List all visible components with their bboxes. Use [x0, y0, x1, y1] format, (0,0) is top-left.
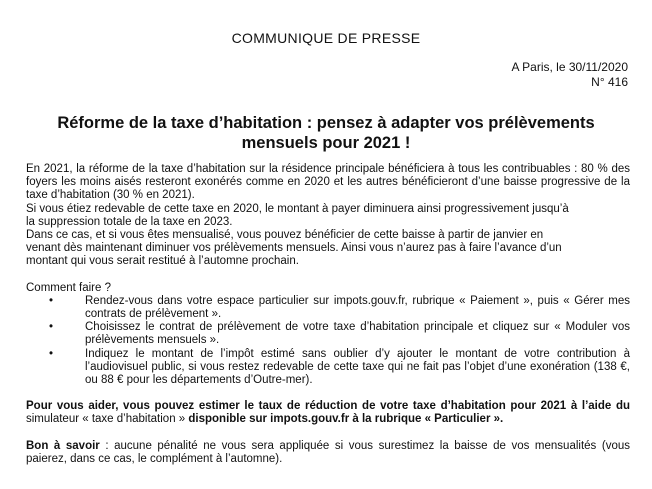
- good-to-know-label: Bon à savoir: [26, 439, 100, 452]
- document-meta: [511, 60, 628, 90]
- good-to-know-text: : aucune pénalité ne vous sera appliquée si vous surestimez la baisse de vos mensualités (vous paierez, dans ce cas, le complément à l’automne).: [26, 439, 630, 465]
- good-to-know-paragraph: [26, 440, 630, 466]
- list-item: • Rendez-vous dans votre espace particulier sur impots.gouv.fr, rubrique « Paiement », puis « Gérer mes contrats de prélèvement ».: [85, 295, 630, 321]
- paragraph-progressive-line-2: la suppression totale de la taxe en 2023.: [26, 215, 233, 228]
- title-line-1: Réforme de la taxe d’habitation : pensez à adapter vos prélèvements: [57, 114, 595, 132]
- help-bold-1: Pour vous aider, vous pouvez estimer le taux de réduction de votre taxe d’habitation pour 2021 à l’aide du: [26, 400, 630, 413]
- list-item: • Choisissez le contrat de prélèvement de votre taxe d’habitation principale et cliquez sur « Moduler vos prélèvements mensuels ».: [85, 321, 630, 347]
- place-date: A Paris, le 30/11/2020: [511, 60, 628, 74]
- document-header: COMMUNIQUE DE PRESSE: [231, 30, 421, 46]
- paragraph-progressive-line-1: Si vous étiez redevable de cette taxe en 2020, le montant à payer diminuera ainsi progressivement jusqu’à: [26, 202, 569, 215]
- help-paragraph: [26, 400, 630, 426]
- release-number: N° 416: [591, 75, 628, 89]
- paragraph-reform: En 2021, la réforme de la taxe d’habitation sur la résidence principale bénéficiera à tous les contribuables : 80 % des foyers les moins aisés resteront exonérés comme en 2020 et les autres bénéficieront d’une baisse progressive de la taxe d’habitation (30 % en 2021).: [26, 163, 630, 202]
- howto-heading: Comment faire ?: [26, 281, 112, 294]
- help-simulator: simulateur « taxe d’habitation »: [26, 413, 189, 426]
- howto-list: [26, 295, 630, 387]
- document-title: [20, 113, 632, 153]
- paragraph-monthly-line-2: venant dès maintenant diminuer vos prélèvements mensuels. Ainsi vous n’aurez pas à faire l’avance d’un: [26, 242, 562, 255]
- title-line-2: mensuels pour 2021 !: [241, 134, 411, 152]
- help-bold-2: disponible sur impots.gouv.fr à la rubrique « Particulier ».: [188, 413, 504, 426]
- list-item: • Indiquez le montant de l’impôt estimé sans oublier d’y ajouter le montant de votre contribution à l’audiovisuel public, si vous restez redevable de cette taxe qui ne fait pas l’objet d’une exonération (138 €, ou 88 € pour les départements d’Outre-mer).: [85, 348, 630, 388]
- document-body: [26, 163, 630, 466]
- paragraph-monthly-line-1: Dans ce cas, et si vous êtes mensualisé, vous pouvez bénéficier de cette baisse à partir de janvier en: [26, 229, 544, 242]
- paragraph-monthly-line-3: montant qui vous serait restitué à l’automne prochain.: [26, 255, 299, 268]
